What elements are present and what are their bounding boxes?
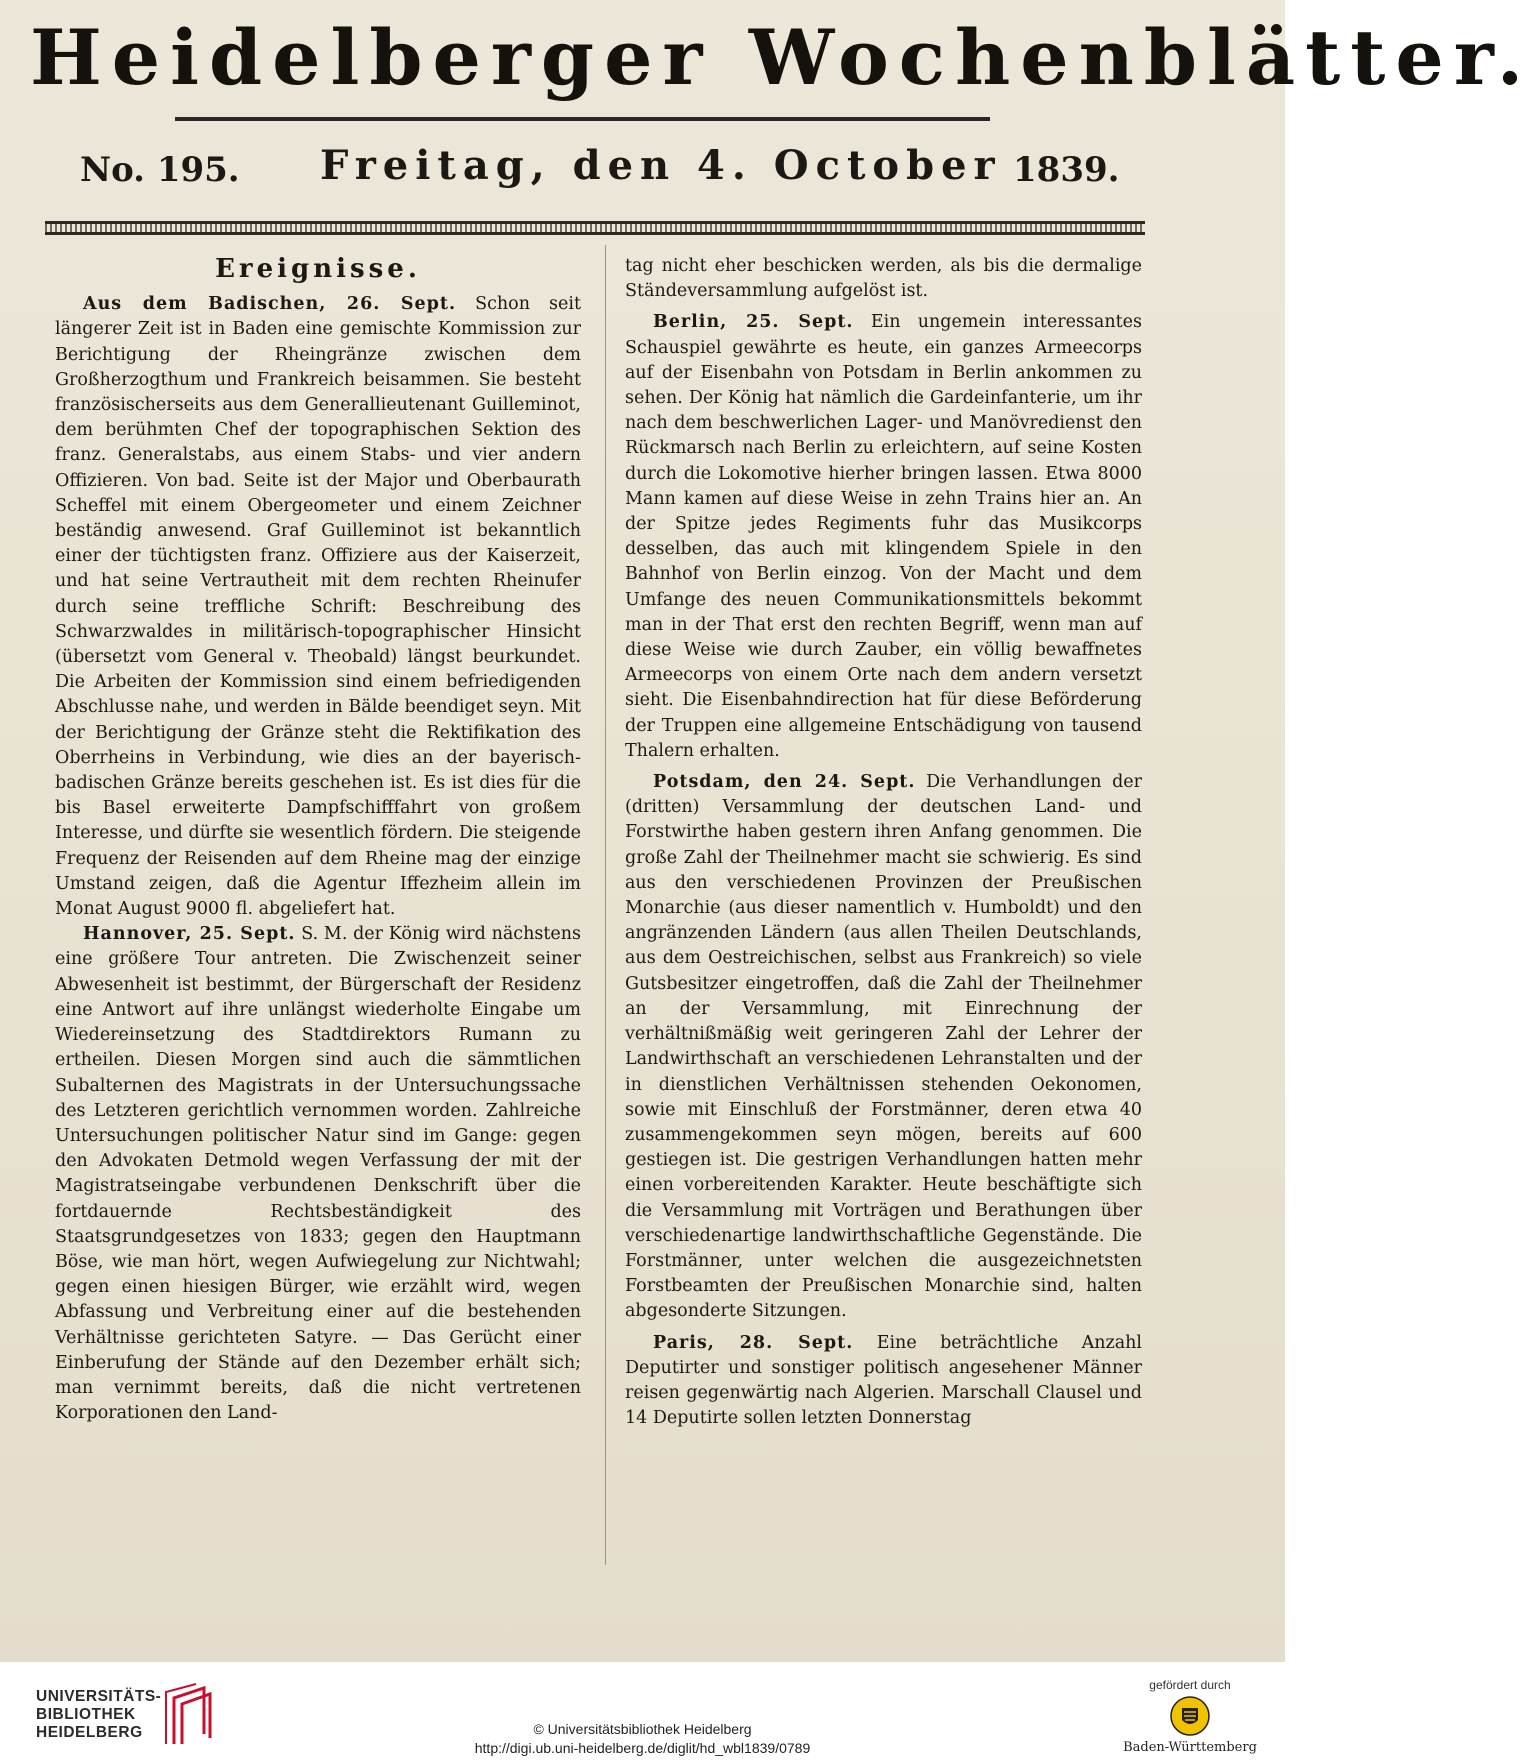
article-baden [55,292,581,922]
article-paris [625,1331,1142,1432]
article-dateline: Potsdam, den 24. Sept. [653,772,916,793]
article-dateline: Aus dem Badischen, 26. Sept. [83,294,457,315]
sponsor-block[interactable] [1120,1678,1260,1755]
issue-year: 1839. [1013,150,1120,190]
article-body: Schon seit längerer Zeit ist in Baden eine gemischte Kommission zur Berichtigung der Rheingränze zwischen dem Großherzogthum und Frankreich beisammen. Sie besteht französischerseits aus dem Generallieutenant Guilleminot, dem berühmten Chef der topographischen Sektion des franz. Generalstabs, aus einem Stabs- und vier andern Offizieren. Von bad. Seite ist der Major und Oberbaurath Scheffel mit einem Obergeometer und einem Zeichner beständig anwesend. Graf Guilleminot ist bekanntlich einer der tüchtigsten franz. Offiziere aus der Kaiserzeit, und hat seine Vertrautheit mit dem rechten Rheinufer durch seine treffliche Schrift: Beschreibung des Schwarzwaldes in militärisch-topographischer Hinsicht (übersetzt vom General v. Theobald) längst beurkundet. Die Arbeiten der Kommission sind einem befriedigenden Abschlusse nahe, und werden in Bälde beendiget seyn. Mit der Berichtigung der Gränze steht die Rektifikation des Oberrheins in Verbindung, wie dies an der bayerisch-badischen Gränze bereits geschehen ist. Es ist dies für die bis Basel erweiterte Dampfschifffahrt von großem Interesse, und dürfte sie wesentlich fördern. Die steigende Frequenz der Reisenden auf dem Rheine mag der einzige Umstand zeigen, daß die Agentur Iffezheim allein im Monat August 9000 fl. abgeliefert hat. [55,294,581,920]
copyright-block [0,1720,1285,1758]
article-dateline: Paris, 28. Sept. [653,1332,854,1353]
article-berlin [625,310,1142,764]
library-name-line: BIBLIOTHEK [36,1706,136,1723]
baden-wuerttemberg-seal-icon [1170,1696,1210,1736]
permalink[interactable]: http://digi.ub.uni-heidelberg.de/diglit/hd_wbl1839/0789 [474,1740,811,1756]
library-name-line: UNIVERSITÄTS- [36,1688,162,1705]
article-body: Eine beträchtliche Anzahl Deputirter und sonstiger politisch angesehener Männer reisen gegenwärtig nach Algerien. Marschall Clausel und 14 Deputirte sollen letzten Donnerstag [625,1332,1142,1429]
article-continuation: tag nicht eher beschicken werden, als bis die dermalige Ständeversammlung aufgelöst ist. [625,256,1142,302]
issue-number: No. 195. [80,150,240,190]
article-dateline: Berlin, 25. Sept. [653,312,854,333]
section-heading: Ereignisse. [215,254,421,284]
sponsor-label: gefördert durch [1149,1678,1231,1692]
library-name-line: HEIDELBERG [36,1724,143,1741]
article-dateline: Hannover, 25. Sept. [83,924,296,945]
masthead-title: Heidelberger Wochenblätter. [30,13,1533,102]
right-column [625,254,1142,1431]
masthead-rule [175,117,990,121]
footer [0,1662,1285,1764]
sponsor-name: Baden-Württemberg [1123,1740,1257,1755]
issue-date: Freitag, den 4. October [320,142,1002,189]
article-body: S. M. der König wird nächstens eine größere Tour antreten. Die Zwischenzeit seiner Abwesenheit ist bestimmt, der Bürgerschaft der Residenz eine Antwort auf ihre unlängst wiederholte Eingabe um Wiedereinsetzung des Stadtdirektors Rumann zu ertheilen. Diesen Morgen sind auch die sämmtlichen Subalternen des Magistrats in der Untersuchungssache des Letzteren gerichtlich vernommen worden. Zahlreiche Untersuchungen politischer Natur sind im Gange: gegen den Advokaten Detmold wegen Verfassung der mit der Magistratseingabe verbundenen Denkschrift über die fortdauernde Rechtsbeständigkeit des Staatsgrundgesetzes von 1833; gegen den Hauptmann Böse, wie man hört, wegen Aufwiegelung zur Nichtwahl; gegen einen hiesigen Bürger, wie erzählt wird, wegen Abfassung und Verbreitung einer auf die bestehenden Verhältnisse gerichteten Satyre. — Das Gerücht einer Einberufung der Stände auf den Dezember erhält sich; man vernimmt bereits, daß die nicht vertretenen Korporationen den Land- [55,924,581,1424]
article-hannover [55,922,581,1426]
left-column [55,255,581,1426]
header-double-rule [45,221,1145,235]
article-body: Ein ungemein interessantes Schauspiel gewährte es heute, ein ganzes Armeecorps auf der Eisenbahn von Potsdam in Berlin ankommen zu sehen. Der König hat nämlich die Gardeinfanterie, um ihr nach dem beschwerlichen Lager- und Manövredienst den Rückmarsch nach Berlin zu erleichtern, auf seine Kosten durch die Lokomotive hierher bringen lassen. Etwa 8000 Mann kamen auf diese Weise in zehn Trains hier an. An der Spitze jedes Regiments fuhr das Musikcorps desselben, das auch mit klingendem Spiele in den Bahnhof von Berlin einzog. Von der Macht und dem Umfange des neuen Communikationsmittels bekommt man in der That erst den rechten Begriff, wenn man auf diese Weise wie durch Zauber, ein völlig bewaffnetes Armeecorps von einem Orte nach dem andern versetzt sieht. Die Eisenbahndirection hat für diese Beförderung der Truppen eine allgemeine Entschädigung von tausend Thalern erhalten. [625,312,1142,761]
article-body: Die Verhandlungen der (dritten) Versammlung der deutschen Land- und Forstwirthe haben gestern ihren Anfang genommen. Die große Zahl der Theilnehmer macht sie schwierig. Es sind aus den verschiedenen Provinzen der Preußischen Monarchie (aus dieser namentlich v. Humboldt) und den angränzenden Ländern (aus allen Theilen Deutschlands, aus dem Oestreichischen, selbst aus Frankreich) so viele Gutsbesitzer eingetroffen, daß die Zahl der Theilnehmer an der Versammlung, mit Einrechnung der verhältnißmäßig weit geringeren Zahl der Lehrer der Landwirthschaft an verschiedenen Lehranstalten und der in dienstlichen Verhältnissen stehenden Oekonomen, sowie mit Einschluß der Forstmänner, deren etwa 40 zusammengekommen seyn mögen, bereits auf 600 gestiegen ist. Die gestrigen Verhandlungen hatten mehr einen vorbereitenden Karakter. Heute beschäftigte sich die Versammlung mit Vorträgen und Berathungen über verschiedenartige landwirthschaftliche Gegenstände. Die Forstmänner, unter welchen die ausgezeichnetsten Forstbeamten der Preußischen Monarchie sind, halten abgesonderte Sitzungen. [625,772,1142,1322]
column-divider [605,245,606,1565]
copyright-text: © Universitätsbibliothek Heidelberg [533,1721,752,1737]
article-potsdam [625,770,1142,1324]
